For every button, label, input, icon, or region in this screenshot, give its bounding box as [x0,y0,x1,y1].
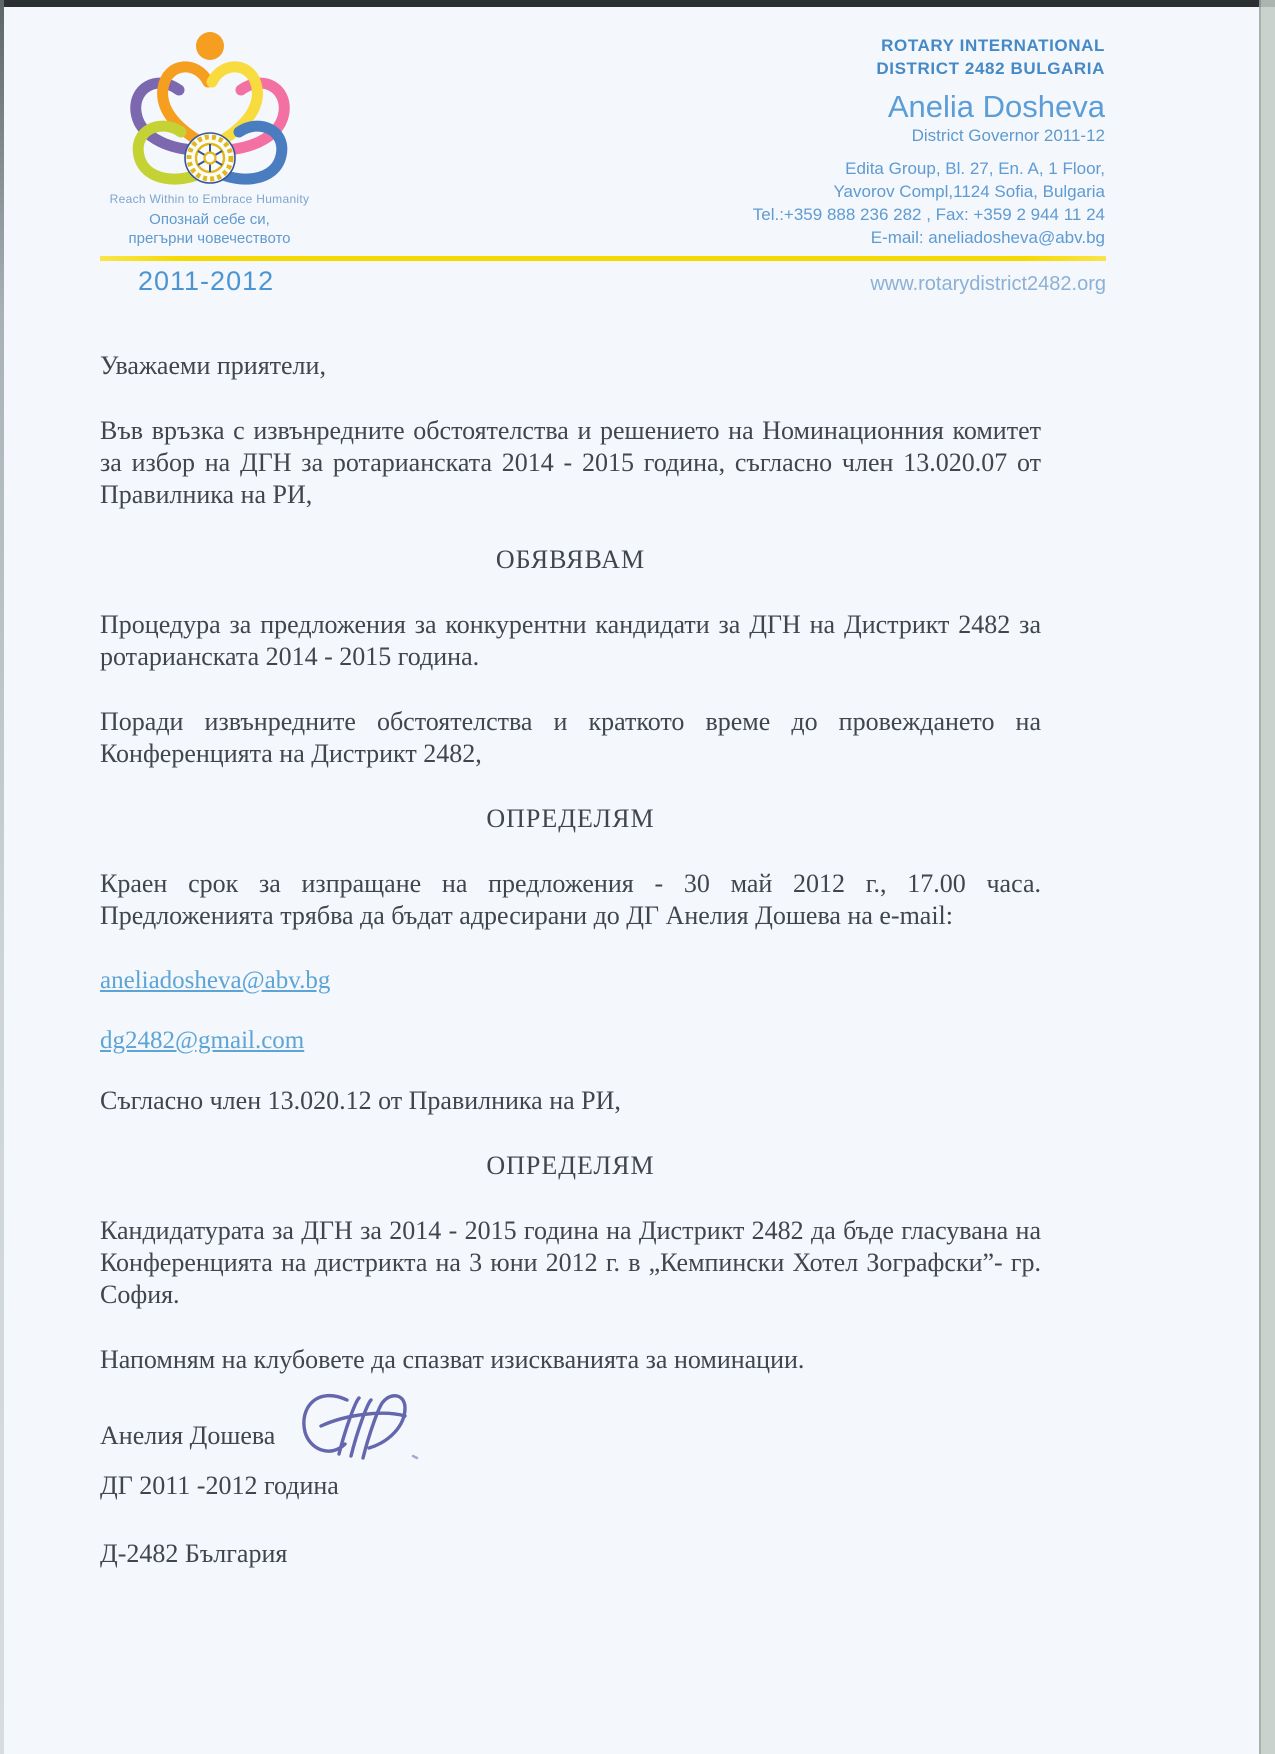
governor-title: District Governor 2011-12 [911,126,1105,145]
salutation: Уважаеми приятели, [100,351,326,380]
signature-row [100,1420,1041,1452]
logo-tagline-bg-line1: Опознай себе си, [149,211,270,228]
heading-announce: ОБЯВЯВАМ [495,545,646,574]
letter-body [100,350,1041,1570]
heading-determine-2: ОПРЕДЕЛЯМ [486,1151,655,1180]
org-name-line2: DISTRICT 2482 BULGARIA [876,59,1105,78]
handwritten-signature [293,1384,443,1480]
letterhead [0,0,1275,300]
district-website: www.rotarydistrict2482.org [870,273,1106,295]
email-link-abv[interactable]: aneliadosheva@abv.bg [100,967,331,994]
org-name-line1: ROTARY INTERNATIONAL [881,36,1105,55]
email-link-gmail[interactable]: dg2482@gmail.com [100,1027,305,1054]
phone-fax-line: Tel.:+359 888 236 282 , Fax: +359 2 944 11 24 [752,205,1105,224]
paragraph-deadline: Краен срок за изпращане на предложения - 30 май 2012 г., 17.00 часа. Предложенията трябва да бъдат адресирани до ДГ Анелия Дошева на e-mail: [100,869,1041,930]
rotary-theme-logo-block [102,30,317,248]
rotary-theme-logo-icon [119,30,301,188]
yellow-divider-rule [100,256,1106,261]
address-line1: Edita Group, Bl. 27, En. A, 1 Floor, [845,159,1105,178]
address-line2: Yavorov Compl,1124 Sofia, Bulgaria [833,182,1105,201]
governor-name: Anelia Dosheva [887,89,1105,124]
governor-contact-block [753,34,1105,249]
paragraph-procedure: Процедура за предложения за конкурентни кандидати за ДГН на Дистрикт 2482 за ротарианската 2014 - 2015 година. [100,610,1041,671]
paragraph-candidacy: Кандидатурата за ДГН за 2014 - 2015 година на Дистрикт 2482 да бъде гласувана на Конференцията на дистрикта на 3 юни 2012 г. в „Кемпински Хотел Зографски”- гр. София. [100,1216,1041,1309]
header-email-line: E-mail: aneliadosheva@abv.bg [870,228,1105,247]
paragraph-bylaw: Съгласно член 13.020.12 от Правилника на РИ, [100,1086,621,1115]
rotary-wheel-icon [185,133,235,183]
logo-tagline-bg-line2: прегърни човечеството [128,230,291,247]
paragraph-context: Във връзка с извънредните обстоятелства и решението на Номинационния комитет за избор на ДГН за ротарианската 2014 - 2015 година, съгласно член 13.020.07 от Правилника на РИ, [100,416,1041,509]
heading-determine-1: ОПРЕДЕЛЯМ [486,804,655,833]
logo-tagline-en: Reach Within to Embrace Humanity [109,192,310,206]
signer-district: Д-2482 България [100,1539,288,1568]
signer-title: ДГ 2011 -2012 година [100,1471,339,1500]
paragraph-reminder: Напомням на клубовете да спазват изискванията за номинации. [100,1345,805,1374]
paragraph-circumstances: Поради извънредните обстоятелства и краткото време до провеждането на Конференцията на Дистрикт 2482, [100,707,1041,768]
rotary-year: 2011-2012 [138,266,275,296]
signer-name: Анелия Дошева [100,1421,276,1450]
